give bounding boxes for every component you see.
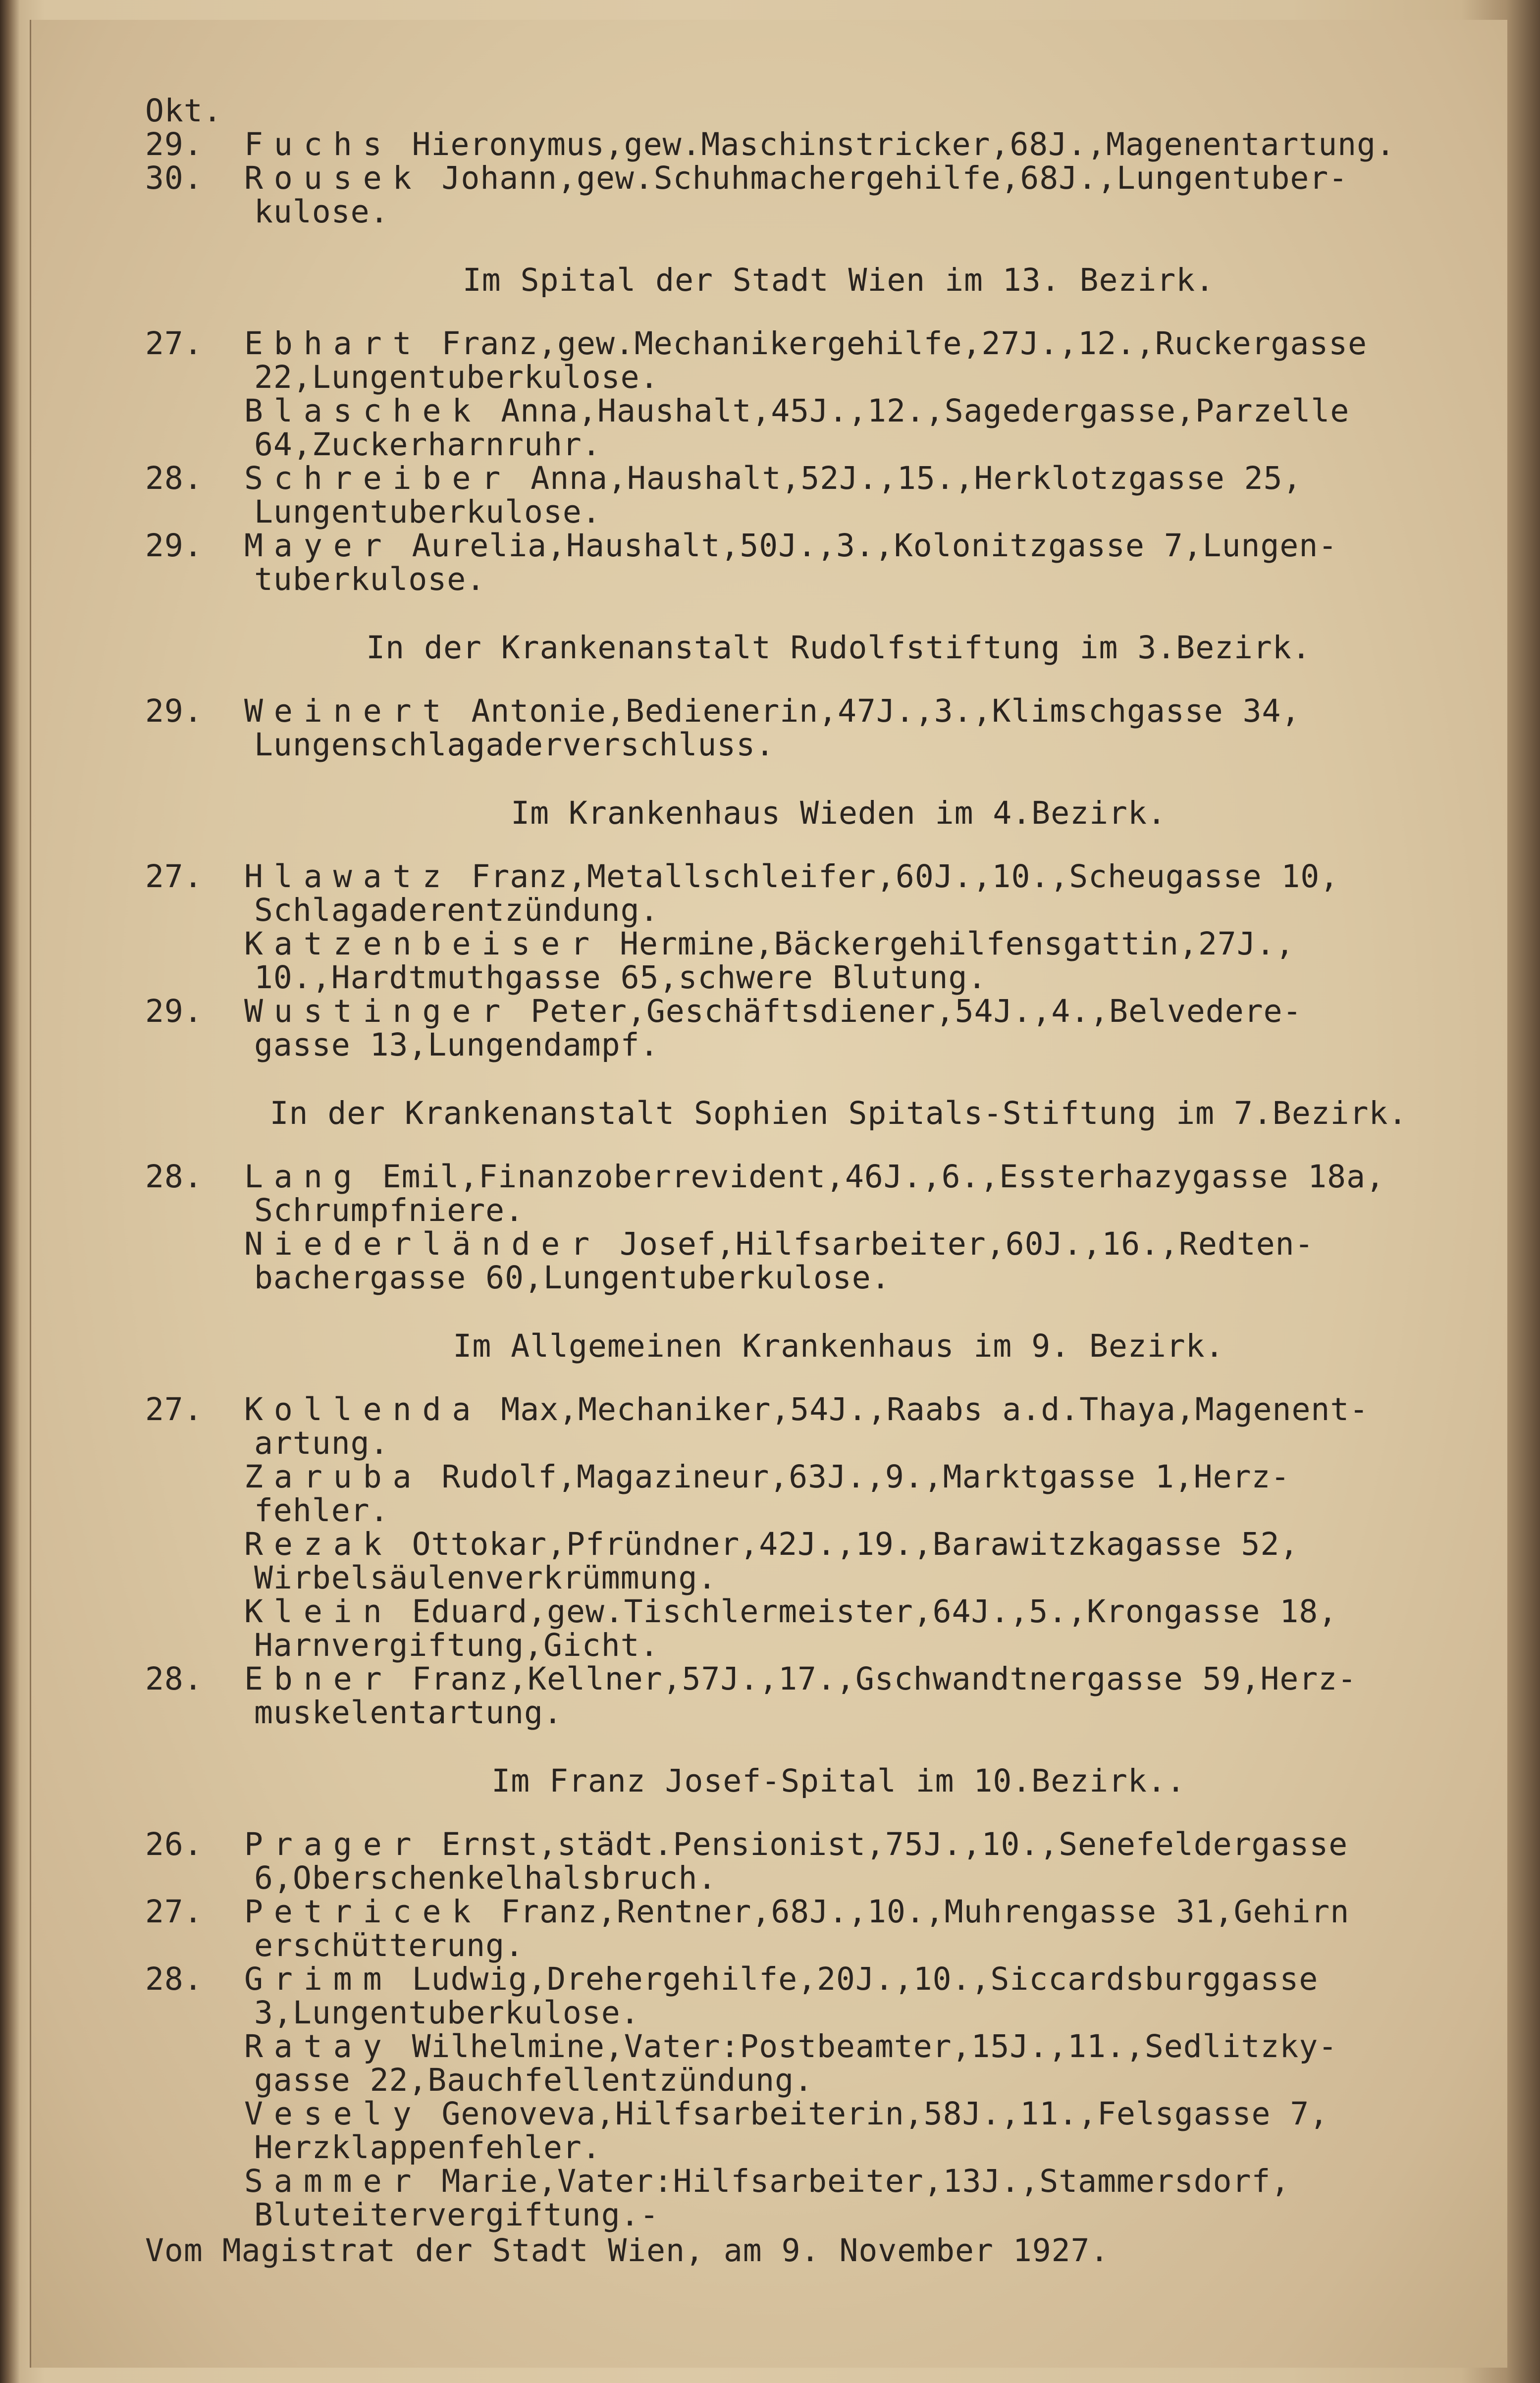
entry-day: 30. xyxy=(145,160,203,196)
footer-signature-line: Vom Magistrat der Stadt Wien, am 9. November 1927. xyxy=(145,2232,1110,2269)
entry-day: 29. xyxy=(145,993,203,1029)
entry-day: 28. xyxy=(145,1159,203,1195)
entry-first-line xyxy=(145,927,1532,961)
entry-details: Franz,gew.Mechanikergehilfe,27J.,12.,Ruckergasse xyxy=(422,325,1368,362)
entry-day: 28. xyxy=(145,1961,203,1997)
entry-surname: Klein xyxy=(244,1593,393,1630)
death-record-entry xyxy=(145,2097,1532,2165)
entry-first-line xyxy=(145,1227,1532,1261)
entry-surname: Hlawatz xyxy=(244,858,452,895)
entry-first-line xyxy=(145,1895,1532,1929)
entry-continuation: Lungenschlagaderverschluss. xyxy=(254,727,775,763)
entry-continuation: kulose. xyxy=(254,194,389,230)
entry-first-line xyxy=(145,860,1532,894)
entry-groups xyxy=(145,128,1532,2232)
death-record-entry xyxy=(145,1160,1532,1227)
entry-surname: Niederländer xyxy=(244,1226,601,1262)
entry-continuation: bachergasse 60,Lungentuberkulose. xyxy=(254,1260,891,1296)
death-record-entry xyxy=(145,128,1532,161)
entry-continuation: artung. xyxy=(254,1425,389,1461)
entry-surname: Wustinger xyxy=(244,993,512,1029)
entry-details: Peter,Geschäftsdiener,54J.,4.,Belvedere- xyxy=(511,993,1302,1029)
section-header: Im Krankenhaus Wieden im 4.Bezirk. xyxy=(511,795,1167,831)
death-record-entry xyxy=(145,1528,1532,1595)
section-header: Im Franz Josef-Spital im 10.Bezirk.. xyxy=(491,1763,1186,1799)
entry-first-line xyxy=(145,161,1532,195)
section-header: Im Allgemeinen Krankenhaus im 9. Bezirk. xyxy=(453,1328,1224,1364)
entry-surname: Weinert xyxy=(244,693,452,729)
entry-details: Hieronymus,gew.Maschinstricker,68J.,Magenentartung. xyxy=(392,126,1395,162)
death-record-entry xyxy=(145,1393,1532,1460)
section-header: In der Krankenanstalt Sophien Spitals-Stiftung im 7.Bezirk. xyxy=(269,1095,1408,1131)
entry-first-line xyxy=(145,462,1532,495)
death-record-entry xyxy=(145,860,1532,927)
entry-details: Johann,gew.Schuhmachergehilfe,68J.,Lungentuber- xyxy=(422,160,1348,196)
document-body xyxy=(145,94,1532,2268)
entry-details: Max,Mechaniker,54J.,Raabs a.d.Thaya,Magenent- xyxy=(481,1391,1369,1428)
entry-day: 26. xyxy=(145,1826,203,1862)
entry-details: Ottokar,Pfründner,42J.,19.,Barawitzkagasse 52, xyxy=(392,1526,1299,1562)
entry-details: Anna,Haushalt,52J.,15.,Herklotzgasse 25, xyxy=(511,460,1302,496)
entry-details: Marie,Vater:Hilfsarbeiter,13J.,Stammersdorf, xyxy=(422,2163,1290,2199)
entry-continuation: fehler. xyxy=(254,1492,389,1529)
entry-surname: Blaschek xyxy=(244,393,482,429)
entry-first-line xyxy=(145,995,1532,1028)
entry-continuation: Schrumpfniere. xyxy=(254,1192,525,1228)
entry-details: Ludwig,Drehergehilfe,20J.,10.,Siccardsburggasse xyxy=(392,1961,1319,1997)
entry-first-line xyxy=(145,1528,1532,1561)
entry-details: Genoveva,Hilfsarbeiterin,58J.,11.,Felsgasse 7, xyxy=(422,2096,1329,2132)
entry-surname: Fuchs xyxy=(244,126,393,162)
entry-details: Franz,Kellner,57J.,17.,Gschwandtnergasse 59,Herz- xyxy=(392,1661,1357,1697)
entry-surname: Rousek xyxy=(244,160,423,196)
entry-continuation: 3,Lungentuberkulose. xyxy=(254,1995,640,2031)
entry-continuation: 22,Lungentuberkulose. xyxy=(254,359,659,395)
entry-first-line xyxy=(145,2030,1532,2064)
entry-continuation: erschütterung. xyxy=(254,1927,525,1963)
entry-details: Emil,Finanzoberrevident,46J.,6.,Essterhazygasse 18a, xyxy=(363,1159,1385,1195)
entry-first-line xyxy=(145,694,1532,728)
death-record-entry xyxy=(145,1595,1532,1662)
entry-day: 29. xyxy=(145,528,203,564)
death-record-entry xyxy=(145,327,1532,394)
entry-details: Anna,Haushalt,45J.,12.,Sagedergasse,Parzelle xyxy=(481,393,1350,429)
entry-details: Rudolf,Magazineur,63J.,9.,Marktgasse 1,Herz- xyxy=(422,1459,1290,1495)
document-page xyxy=(30,20,1507,2368)
death-record-entry xyxy=(145,1895,1532,1962)
entry-surname: Vesely xyxy=(244,2096,423,2132)
entry-continuation: 10.,Hardtmuthgasse 65,schwere Blutung. xyxy=(254,959,987,996)
entry-first-line xyxy=(145,1662,1532,1696)
entry-surname: Grimm xyxy=(244,1961,393,1997)
death-record-entry xyxy=(145,462,1532,529)
entry-details: Eduard,gew.Tischlermeister,64J.,5.,Krongasse 18, xyxy=(392,1593,1338,1630)
entry-details: Hermine,Bäckergehilfensgattin,27J., xyxy=(600,926,1295,962)
death-record-entry xyxy=(145,1662,1532,1730)
entry-day: 27. xyxy=(145,325,203,362)
death-record-entry xyxy=(145,161,1532,229)
entry-continuation: 6,Oberschenkelhalsbruch. xyxy=(254,1860,717,1896)
entry-day: 27. xyxy=(145,1894,203,1930)
entry-surname: Sammer xyxy=(244,2163,423,2199)
entry-surname: Lang xyxy=(244,1159,363,1195)
entry-first-line xyxy=(145,327,1532,361)
entry-first-line xyxy=(145,394,1532,428)
death-record-entry xyxy=(145,995,1532,1062)
entry-day: 29. xyxy=(145,693,203,729)
entry-continuation: Lungentuberkulose. xyxy=(254,494,601,530)
entry-continuation: gasse 13,Lungendampf. xyxy=(254,1027,659,1063)
entry-first-line xyxy=(145,1393,1532,1427)
entry-first-line xyxy=(145,1460,1532,1494)
entry-surname: Rezak xyxy=(244,1526,393,1562)
entry-details: Franz,Rentner,68J.,10.,Muhrengasse 31,Gehirn xyxy=(481,1894,1350,1930)
entry-continuation: 64,Zuckerharnruhr. xyxy=(254,426,601,463)
entry-details: Ernst,städt.Pensionist,75J.,10.,Senefeldergasse xyxy=(422,1826,1348,1862)
entry-first-line xyxy=(145,1962,1532,1996)
entry-surname: Ratay xyxy=(244,2028,393,2065)
entry-day: 28. xyxy=(145,460,203,496)
death-record-entry xyxy=(145,1962,1532,2030)
death-record-entry xyxy=(145,927,1532,995)
entry-continuation: tuberkulose. xyxy=(254,561,486,597)
section-header: In der Krankenanstalt Rudolfstiftung im 3.Bezirk. xyxy=(366,630,1311,666)
entry-continuation: Bluteitervergiftung.- xyxy=(254,2197,659,2233)
entry-details: Franz,Metallschleifer,60J.,10.,Scheugasse 10, xyxy=(452,858,1339,895)
entry-day: 27. xyxy=(145,858,203,895)
death-record-entry xyxy=(145,529,1532,596)
entry-first-line xyxy=(145,1828,1532,1861)
death-record-entry xyxy=(145,1460,1532,1528)
entry-first-line xyxy=(145,529,1532,563)
entry-day: 28. xyxy=(145,1661,203,1697)
entry-details: Wilhelmine,Vater:Postbeamter,15J.,11.,Sedlitzky- xyxy=(392,2028,1338,2065)
entry-surname: Prager xyxy=(244,1826,423,1862)
month-heading: Okt. xyxy=(145,93,222,129)
entry-surname: Petricek xyxy=(244,1894,482,1930)
entry-day: 29. xyxy=(145,126,203,162)
entry-continuation: Herzklappenfehler. xyxy=(254,2129,601,2166)
death-record-entry xyxy=(145,1227,1532,1295)
entry-surname: Mayer xyxy=(244,528,393,564)
entry-continuation: Schlagaderentzündung. xyxy=(254,892,659,928)
entry-details: Aurelia,Haushalt,50J.,3.,Kolonitzgasse 7,Lungen- xyxy=(392,528,1338,564)
entry-surname: Ebner xyxy=(244,1661,393,1697)
entry-first-line xyxy=(145,1595,1532,1629)
entry-continuation: muskelentartung. xyxy=(254,1695,563,1731)
death-record-entry xyxy=(145,2030,1532,2097)
section-header: Im Spital der Stadt Wien im 13. Bezirk. xyxy=(462,262,1215,298)
entry-surname: Schreiber xyxy=(244,460,512,496)
entry-surname: Katzenbeiser xyxy=(244,926,601,962)
death-record-entry xyxy=(145,1828,1532,1895)
entry-day: 27. xyxy=(145,1391,203,1428)
entry-surname: Zaruba xyxy=(244,1459,423,1495)
entry-first-line xyxy=(145,1160,1532,1194)
entry-surname: Kollenda xyxy=(244,1391,482,1428)
entry-details: Antonie,Bedienerin,47J.,3.,Klimschgasse 34, xyxy=(452,693,1301,729)
entry-continuation: Harnvergiftung,Gicht. xyxy=(254,1627,659,1663)
entry-details: Josef,Hilfsarbeiter,60J.,16.,Redten- xyxy=(600,1226,1314,1262)
death-record-entry xyxy=(145,694,1532,762)
death-record-entry xyxy=(145,2165,1532,2232)
entry-surname: Ebhart xyxy=(244,325,423,362)
entry-continuation: Wirbelsäulenverkrümmung. xyxy=(254,1560,717,1596)
entry-continuation: gasse 22,Bauchfellentzündung. xyxy=(254,2062,813,2098)
death-record-entry xyxy=(145,394,1532,462)
entry-first-line xyxy=(145,2097,1532,2131)
entry-first-line xyxy=(145,128,1532,161)
entry-first-line xyxy=(145,2165,1532,2198)
